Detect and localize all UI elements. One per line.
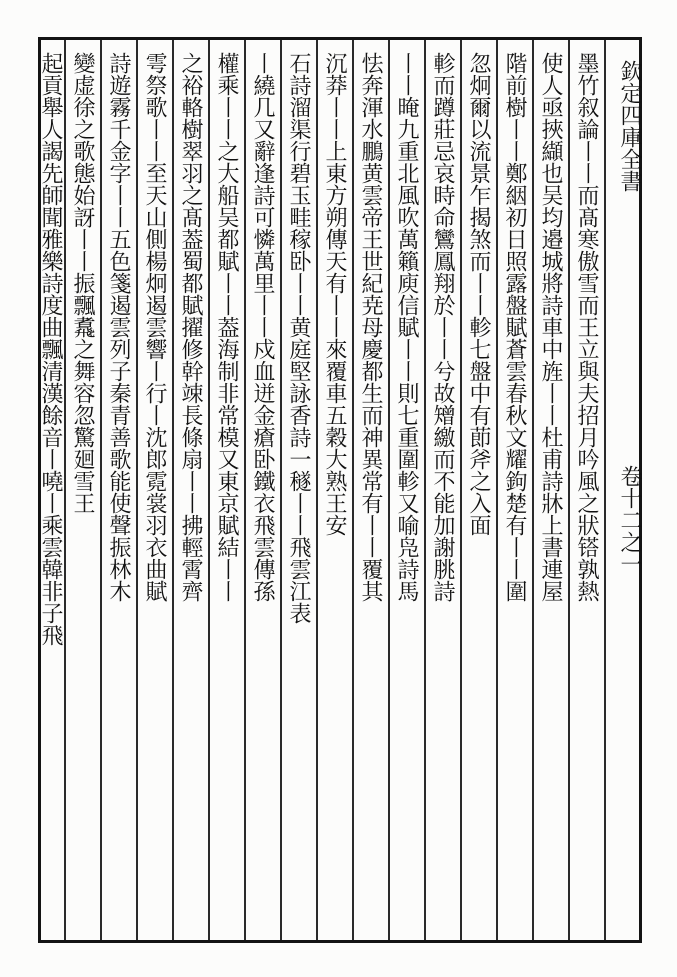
text-column	[206, 52, 246, 932]
column-text: 雩祭歌丨丨至天山側楊炯遏雲響丨行丨沈郎霓裳羽衣曲賦	[142, 52, 167, 602]
text-column	[422, 52, 462, 932]
text-column	[458, 52, 498, 932]
text-column	[98, 52, 138, 932]
book-title: 欽定四庫全書	[617, 60, 642, 192]
column-text: 起貢舉人謁先師聞雅樂詩度曲飄清漢餘音丨嘵丨乘雲韓非子飛	[38, 52, 63, 646]
column-text: 忽炯爾以流景乍揭煞而丨丨軫七盤中有莭斧之入面	[466, 52, 491, 536]
text-column	[242, 52, 282, 932]
text-column	[314, 52, 354, 932]
text-column	[278, 52, 318, 932]
column-text: 變虚徐之歌態始訝丨丨振飄䬡之舞容忽驚廻雪王	[70, 52, 95, 514]
column-text: 丨繞几又辭逢詩可憐萬里丨丨戍血迸金瘡卧鐵衣飛雲傳孫	[250, 52, 275, 602]
column-text: 丨丨晻九重北風吹萬籟庾信賦丨丨則七重圍軫又喻凫詩馬	[394, 52, 419, 602]
text-column	[494, 52, 534, 932]
column-text: 怯奔渾水鵬黄雲帝王世紀尭母慶都生而神異常有丨丨覆其	[358, 52, 383, 602]
text-column	[30, 52, 70, 932]
text-column	[350, 52, 390, 932]
text-column	[134, 52, 174, 932]
column-text: 階前樹丨丨鄭絪初日照露盤賦蒼雲春秋文耀鉤楚有丨丨圍	[502, 52, 527, 602]
volume-label: 卷十二之一	[617, 465, 642, 575]
text-column	[386, 52, 426, 932]
text-column	[566, 52, 606, 932]
column-text: 詩遊霧千金字丨丨五色箋遏雲列子秦青善歌能使聲振林木	[106, 52, 131, 602]
text-column	[170, 52, 210, 932]
column-text: 沉莽丨丨上東方朔傳天有丨丨來覆車五穀大熟王安	[322, 52, 347, 536]
column-text: 權乘丨丨之大船吴都賦丨丨葢海制非常模又東京賦結丨丨	[214, 52, 239, 602]
column-text: 石詩溜渠行碧玉畦稼卧丨丨黄庭堅詠香詩一穟丨丨飛雲江表	[286, 52, 311, 624]
column-text: 使人亟挾纈也吴均邉城將詩車中旌丨丨杜甫詩牀上書連屋	[538, 52, 563, 602]
column-text: 軫而蹲莊忌哀時命鸞鳳翔於丨丨兮故矰繳而不能加謝朓詩	[430, 52, 455, 602]
column-text: 墨竹叙論丨丨而髙寒傲雪而王立與夫招月吟風之狀𨱏孰熱	[574, 52, 599, 602]
column-text: 之裕輅樹翠羽之髙葢蜀都賦擢修幹竦長條扇丨丨拂輕霄齊	[178, 52, 203, 602]
page-margin	[608, 50, 642, 940]
text-column	[530, 52, 570, 932]
